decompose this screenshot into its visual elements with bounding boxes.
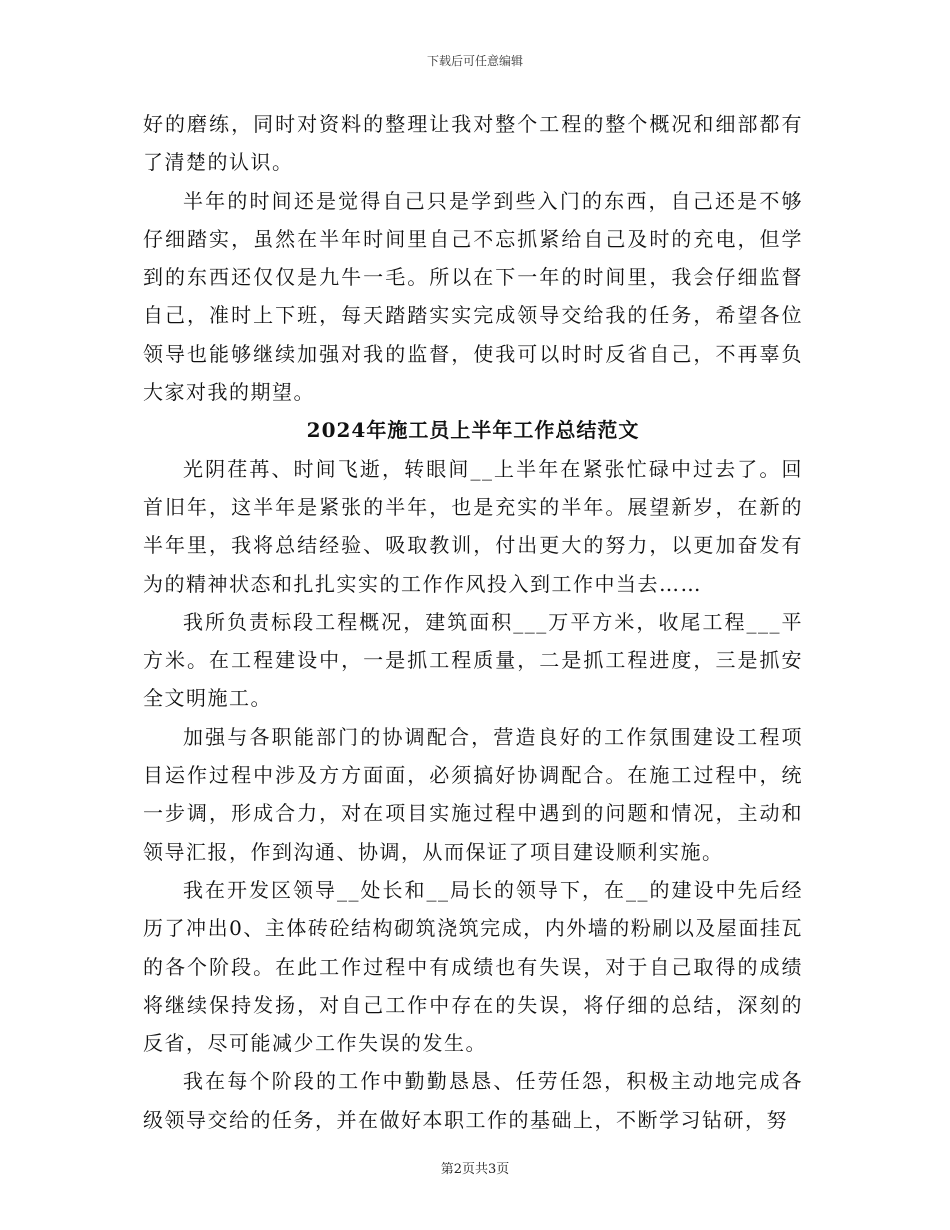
- page-header-note: 下载后可任意编辑: [426, 54, 523, 68]
- section-title: 2024年施工员上半年工作总结范文: [306, 418, 640, 443]
- paragraph: 光阴荏苒、时间飞逝，转眼间__上半年在紧张忙碌中过去了。回首旧年，这半年是紧张的半年，也是充实的半年。展望新岁，在新的半年里，我将总结经验、吸取教训，付出更大的努力，以更加奋发有为的精神状态和扎扎实实的工作作风投入到工作中当去……: [143, 456, 803, 596]
- paragraph: 加强与各职能部门的协调配合，营造良好的工作氛围建设工程项目运作过程中涉及方方面面，必须搞好协调配合。在施工过程中，统一步调，形成合力，对在项目实施过程中遇到的问题和情况，主动和领导汇报，作到沟通、协调，从而保证了项目建设顺利实施。: [143, 724, 803, 864]
- page-number-footer: 第2页共3页: [440, 1162, 510, 1177]
- paragraph: 我在每个阶段的工作中勤勤恳恳、任劳任怨，积极主动地完成各级领导交给的任务，并在做好本职工作的基础上，不断学习钻研，努: [143, 1069, 803, 1132]
- paragraph: 我所负责标段工程概况，建筑面积___万平方米，收尾工程___平方米。在工程建设中，一是抓工程质量，二是抓工程进度，三是抓安全文明施工。: [143, 609, 803, 711]
- paragraph: 半年的时间还是觉得自己只是学到些入门的东西，自己还是不够仔细踏实，虽然在半年时间里自己不忘抓紧给自己及时的充电，但学到的东西还仅仅是九牛一毛。所以在下一年的时间里，我会仔细监督自己，准时上下班，每天踏踏实实完成领导交给我的任务，希望各位领导也能够继续加强对我的监督，使我可以时时反省自己，不再辜负大家对我的期望。: [143, 188, 803, 405]
- paragraph: 我在开发区领导__处长和__局长的领导下，在__的建设中先后经历了冲出0、主体砖砼结构砌筑浇筑完成，内外墙的粉刷以及屋面挂瓦的各个阶段。在此工作过程中有成绩也有失误，对于自己取得的成绩将继续保持发扬，对自己工作中存在的失误，将仔细的总结，深刻的反省，尽可能减少工作失误的发生。: [143, 877, 803, 1056]
- document-body: [143, 105, 803, 1139]
- paragraph-continued: 好的磨练，同时对资料的整理让我对整个工程的整个概况和细部都有了清楚的认识。: [143, 112, 803, 175]
